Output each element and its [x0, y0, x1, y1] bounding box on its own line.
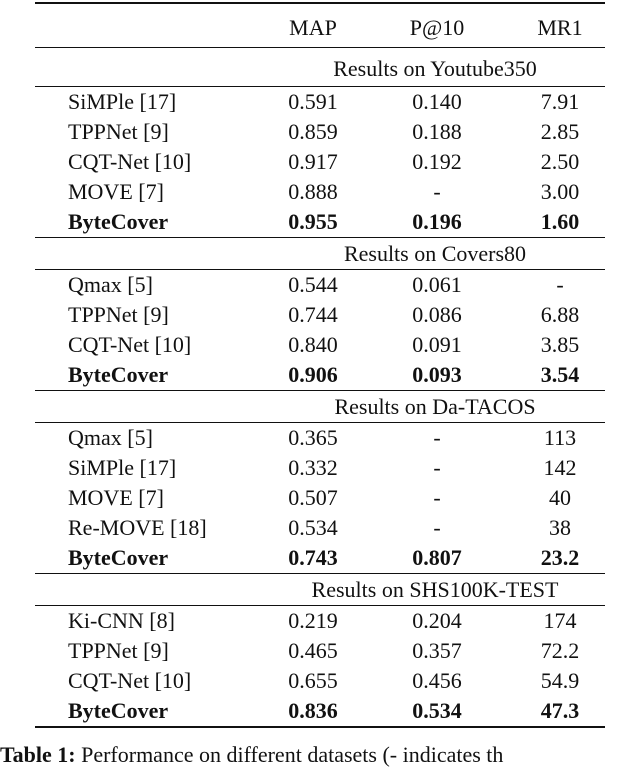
p10-value: 0.091 — [412, 332, 462, 357]
mr1-value: 2.85 — [540, 119, 580, 144]
map-value: 0.744 — [288, 302, 338, 327]
mr1-value: 1.60 — [540, 209, 580, 234]
caption-text: Performance on different datasets (- indicates th — [75, 742, 504, 767]
method-name: CQT-Net [10] — [68, 668, 192, 693]
mr1-value: 38 — [549, 515, 571, 540]
map-value: 0.365 — [288, 425, 338, 450]
results-table — [35, 0, 605, 728]
p10-value: - — [433, 425, 441, 450]
map-value: 0.955 — [288, 209, 338, 234]
table-row — [35, 360, 605, 390]
method-name: SiMPle [17] — [68, 89, 177, 114]
mr1-value: 174 — [543, 608, 577, 633]
method-name: SiMPle [17] — [68, 455, 177, 480]
method-name: Qmax [5] — [68, 272, 153, 297]
map-value: 0.465 — [288, 638, 338, 663]
table-row — [35, 177, 605, 207]
p10-value: - — [433, 179, 441, 204]
bottom-rule — [35, 726, 605, 728]
map-value: 0.859 — [288, 119, 338, 144]
p10-value: 0.140 — [412, 89, 462, 114]
map-value: 0.655 — [288, 668, 338, 693]
method-name: TPPNet [9] — [68, 638, 169, 663]
section-header — [35, 574, 605, 605]
p10-value: 0.061 — [412, 272, 462, 297]
table-body — [35, 47, 605, 726]
table-row — [35, 147, 605, 177]
map-value: 0.917 — [288, 149, 338, 174]
table-row — [35, 696, 605, 726]
map-value: 0.836 — [288, 698, 338, 723]
mr1-value: 72.2 — [540, 638, 580, 663]
map-value: 0.743 — [288, 545, 338, 570]
method-name: MOVE [7] — [68, 485, 164, 510]
header-p10: P@10 — [409, 15, 465, 40]
mr1-value: 7.91 — [540, 89, 580, 114]
p10-value: 0.534 — [412, 698, 462, 723]
section-title: Results on Da-TACOS — [334, 394, 536, 419]
p10-value: 0.456 — [412, 668, 462, 693]
table-row — [35, 483, 605, 513]
p10-value: 0.086 — [412, 302, 462, 327]
map-value: 0.906 — [288, 362, 338, 387]
method-name: Ki-CNN [8] — [68, 608, 175, 633]
method-name: TPPNet [9] — [68, 302, 169, 327]
mr1-value: 3.54 — [540, 362, 580, 387]
p10-value: - — [433, 485, 441, 510]
caption-label: Table 1: — [0, 742, 76, 767]
p10-value: 0.196 — [412, 209, 462, 234]
method-name: ByteCover — [68, 362, 169, 387]
section-header — [35, 391, 605, 422]
mr1-value: - — [556, 272, 564, 297]
table-row — [35, 636, 605, 666]
method-name: ByteCover — [68, 698, 169, 723]
p10-value: 0.204 — [412, 608, 462, 633]
method-name: TPPNet [9] — [68, 119, 169, 144]
mr1-value: 142 — [543, 455, 577, 480]
map-value: 0.888 — [288, 179, 338, 204]
p10-value: 0.188 — [412, 119, 462, 144]
method-name: MOVE [7] — [68, 179, 164, 204]
method-name: CQT-Net [10] — [68, 332, 192, 357]
map-value: 0.591 — [288, 89, 338, 114]
map-value: 0.332 — [288, 455, 338, 480]
mr1-value: 23.2 — [540, 545, 580, 570]
map-value: 0.534 — [288, 515, 338, 540]
table-row — [35, 300, 605, 330]
header-row — [35, 4, 605, 47]
mr1-value: 54.9 — [540, 668, 580, 693]
map-value: 0.219 — [288, 608, 338, 633]
section-title: Results on Youtube350 — [333, 56, 537, 81]
mr1-value: 6.88 — [540, 302, 580, 327]
table-row — [35, 270, 605, 300]
method-name: Qmax [5] — [68, 425, 153, 450]
mr1-value: 2.50 — [540, 149, 580, 174]
table-row — [35, 543, 605, 573]
p10-value: 0.093 — [412, 362, 462, 387]
method-name: Re-MOVE [18] — [68, 515, 207, 540]
table-row — [35, 453, 605, 483]
method-name: ByteCover — [68, 209, 169, 234]
mr1-value: 3.00 — [540, 179, 580, 204]
method-name: ByteCover — [68, 545, 169, 570]
mr1-value: 3.85 — [540, 332, 580, 357]
method-name: CQT-Net [10] — [68, 149, 192, 174]
table-row — [35, 330, 605, 360]
table-row — [35, 606, 605, 636]
table-row — [35, 423, 605, 453]
table-row — [35, 513, 605, 543]
map-value: 0.507 — [288, 485, 338, 510]
p10-value: - — [433, 515, 441, 540]
header-mr1: MR1 — [537, 15, 583, 40]
table-caption — [0, 742, 503, 768]
table-row — [35, 666, 605, 696]
mr1-value: 40 — [549, 485, 571, 510]
p10-value: 0.807 — [412, 545, 462, 570]
p10-value: 0.192 — [412, 149, 462, 174]
table-row — [35, 87, 605, 117]
mr1-value: 47.3 — [540, 698, 580, 723]
p10-value: 0.357 — [412, 638, 462, 663]
table-row — [35, 117, 605, 147]
p10-value: - — [433, 455, 441, 480]
map-value: 0.840 — [288, 332, 338, 357]
header-map: MAP — [289, 15, 337, 40]
section-title: Results on SHS100K-TEST — [311, 577, 559, 602]
section-header — [35, 238, 605, 269]
section-title: Results on Covers80 — [343, 241, 527, 266]
section-header — [35, 48, 605, 86]
map-value: 0.544 — [288, 272, 338, 297]
mr1-value: 113 — [543, 425, 577, 450]
table-row — [35, 207, 605, 237]
